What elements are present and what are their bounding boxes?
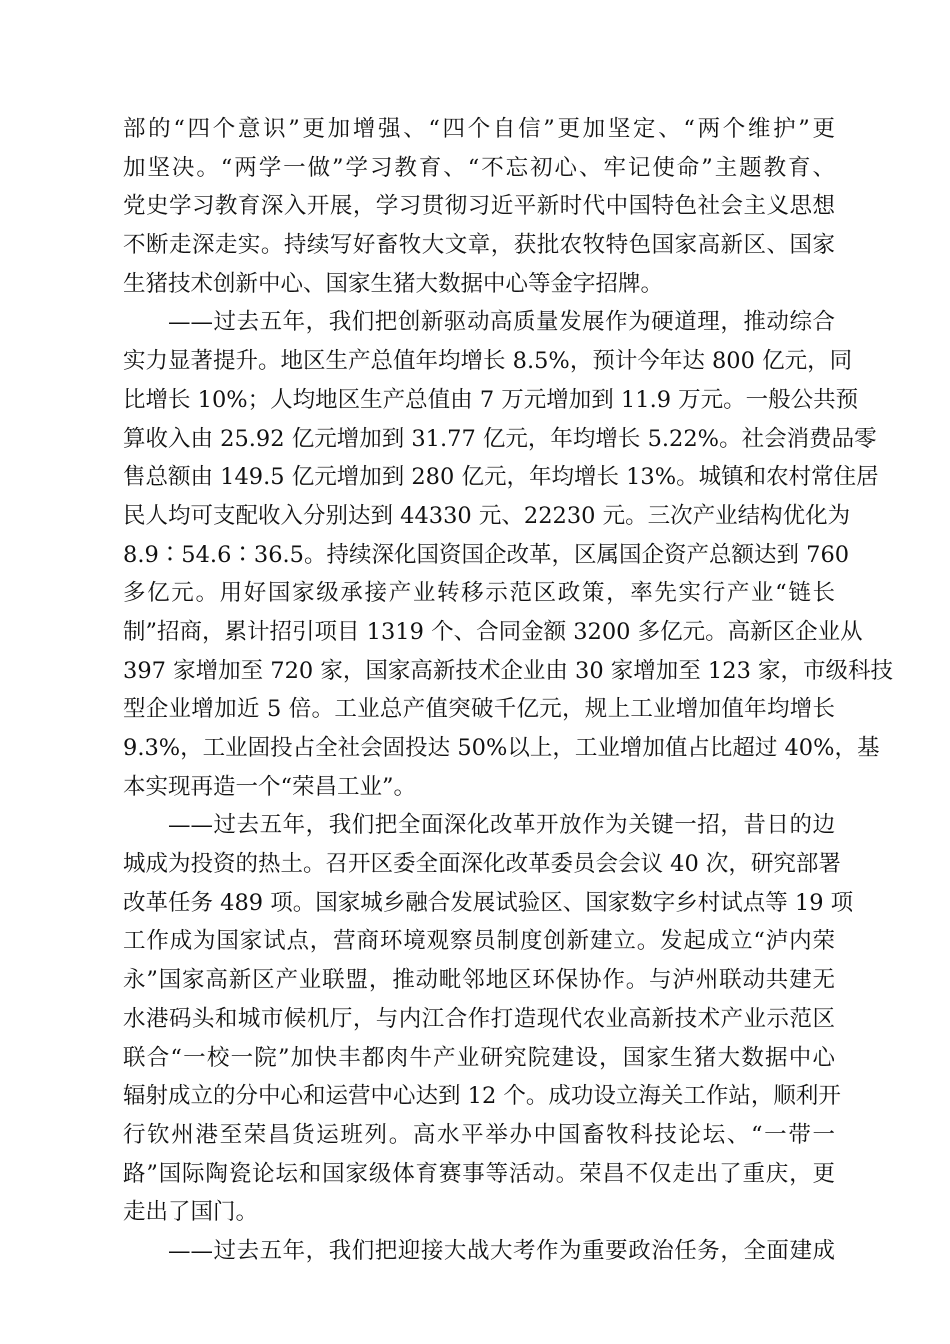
- text-line: 工作成为国家试点，营商环境观察员制度创新建立。发起成立“泸内荣: [123, 928, 835, 955]
- text-line: 制”招商，累计招引项目 1319 个、合同金额 3200 多亿元。高新区企业从: [123, 618, 863, 645]
- text-line: 加坚决。“两学一做”学习教育、“不忘初心、牢记使命”主题教育、: [123, 154, 835, 181]
- text-line: 走出了国门。: [123, 1199, 259, 1226]
- text-line: 售总额由 149.5 亿元增加到 280 亿元，年均增长 13%。城镇和农村常住居: [123, 464, 879, 491]
- text-line: 改革任务 489 项。国家城乡融合发展试验区、国家数字乡村试点等 19 项: [123, 889, 854, 916]
- body-text: [123, 110, 894, 1271]
- text-line: 397 家增加至 720 家，国家高新技术企业由 30 家增加至 123 家，市级科技: [123, 657, 894, 684]
- paragraph-first-line: ——过去五年，我们把全面深化改革开放作为关键一招，昔日的边: [168, 812, 835, 839]
- text-line: 比增长 10%；人均地区生产总值由 7 万元增加到 11.9 万元。一般公共预: [123, 386, 859, 413]
- text-line: 部的“四个意识”更加增强、“四个自信”更加坚定、“两个维护”更: [123, 116, 835, 142]
- text-line: 辐射成立的分中心和运营中心达到 12 个。成功设立海关工作站，顺利开: [123, 1083, 841, 1110]
- text-line: 民人均可支配收入分别达到 44330 元、22230 元。三次产业结构优化为: [123, 502, 851, 529]
- text-line: 生猪技术创新中心、国家生猪大数据中心等金字招牌。: [123, 270, 664, 297]
- text-line: 联合“一校一院”加快丰都肉牛产业研究院建设，国家生猪大数据中心: [123, 1044, 835, 1071]
- text-line: 本实现再造一个“荣昌工业”。: [123, 773, 417, 800]
- text-line: 实力显著提升。地区生产总值年均增长 8.5%，预计今年达 800 亿元，同: [123, 348, 853, 375]
- text-line: 永”国家高新区产业联盟，推动毗邻地区环保协作。与泸州联动共建无: [123, 967, 835, 994]
- text-line: 不断走深走实。持续写好畜牧大文章，获批农牧特色国家高新区、国家: [123, 232, 835, 259]
- text-line: 型企业增加近 5 倍。工业总产值突破千亿元，规上工业增加值年均增长: [123, 696, 835, 723]
- text-line: 多亿元。用好国家级承接产业转移示范区政策，率先实行产业“链长: [123, 580, 835, 607]
- text-line: 路”国际陶瓷论坛和国家级体育赛事等活动。荣昌不仅走出了重庆，更: [123, 1160, 835, 1187]
- text-line: 水港码头和城市候机厅，与内江合作打造现代农业高新技术产业示范区: [123, 1005, 835, 1032]
- text-line: 党史学习教育深入开展，学习贯彻习近平新时代中国特色社会主义思想: [123, 193, 835, 220]
- text-line: 行钦州港至荣昌货运班列。高水平举办中国畜牧科技论坛、“一带一: [123, 1121, 835, 1148]
- text-line: 城成为投资的热土。召开区委全面深化改革委员会会议 40 次，研究部署: [123, 851, 841, 878]
- text-line: 算收入由 25.92 亿元增加到 31.77 亿元，年均增长 5.22%。社会消费品零: [123, 425, 877, 452]
- text-line: 8.9∶54.6∶36.5。持续深化国资国企改革，区属国企资产总额达到 760: [123, 541, 850, 568]
- paragraph-first-line: ——过去五年，我们把迎接大战大考作为重要政治任务，全面建成: [168, 1237, 835, 1264]
- text-line: 9.3%，工业固投占全社会固投达 50%以上，工业增加值占比超过 40%，基: [123, 735, 880, 761]
- paragraph-first-line: ——过去五年，我们把创新驱动高质量发展作为硬道理，推动综合: [168, 309, 835, 336]
